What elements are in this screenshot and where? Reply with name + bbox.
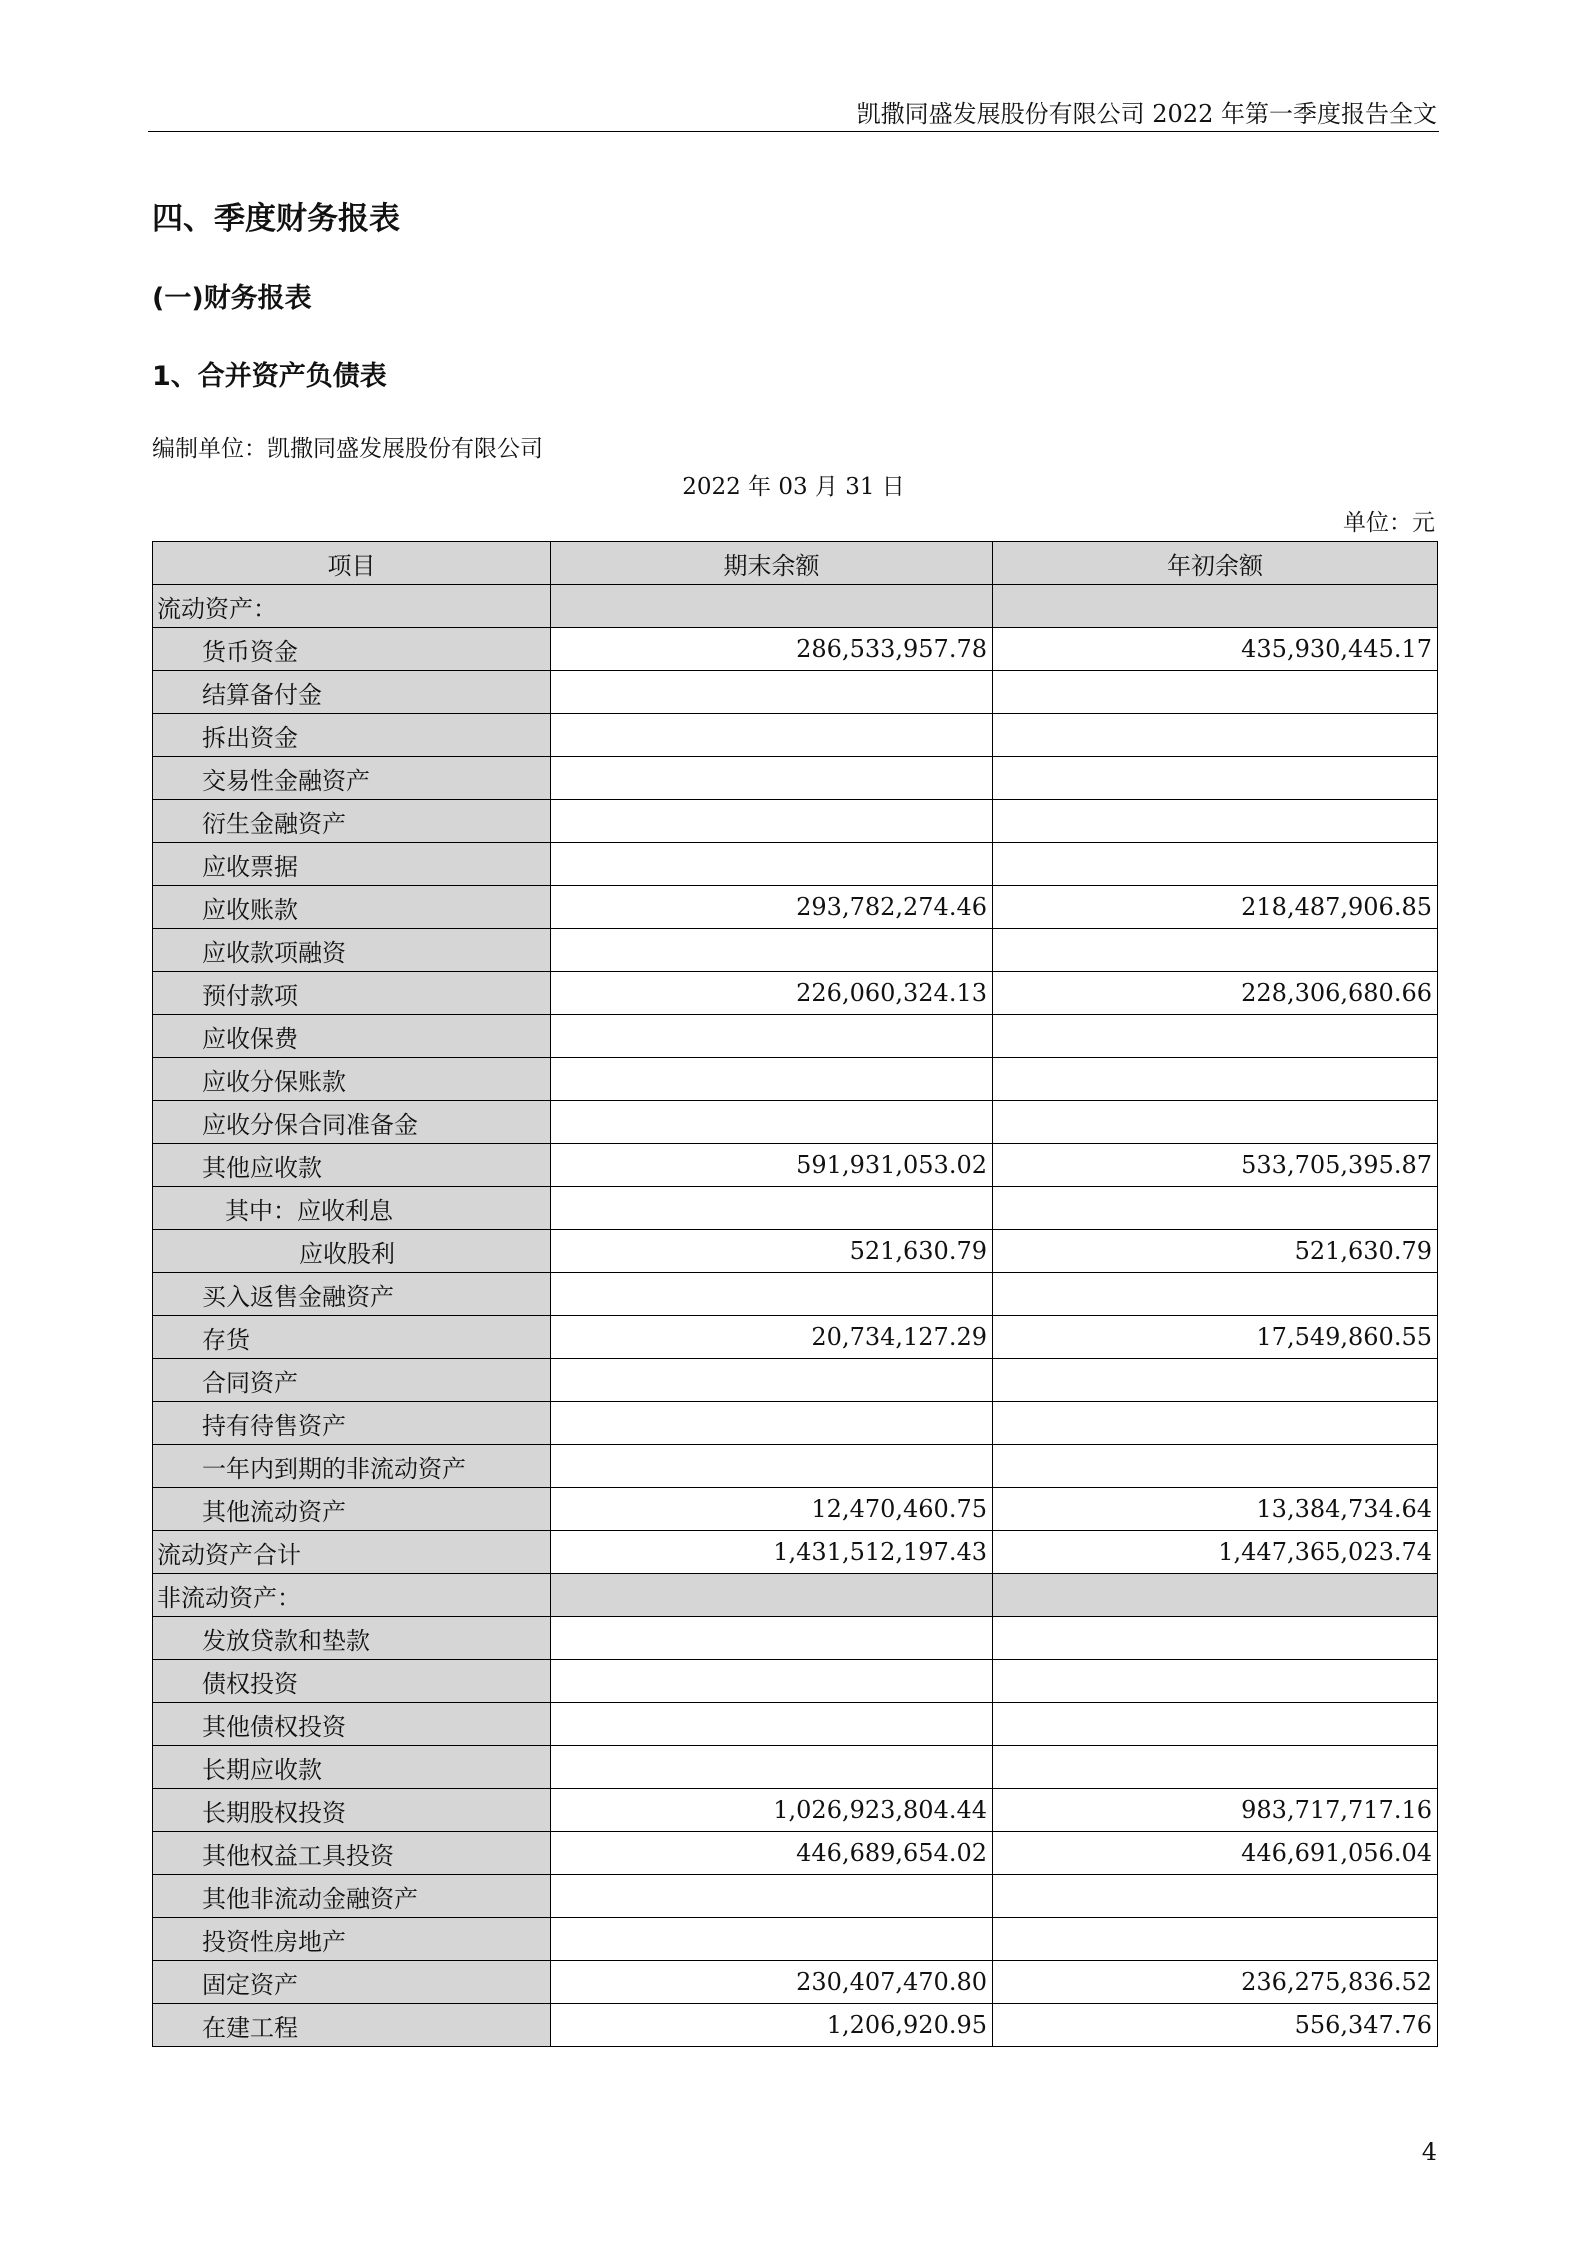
row-begin-balance bbox=[993, 671, 1438, 714]
row-item-label: 在建工程 bbox=[153, 2004, 551, 2047]
table-row bbox=[153, 1746, 1438, 1789]
row-end-balance bbox=[551, 1187, 993, 1230]
row-end-balance: 1,431,512,197.43 bbox=[551, 1531, 993, 1574]
row-begin-balance bbox=[993, 1660, 1438, 1703]
row-item-label: 应收票据 bbox=[153, 843, 551, 886]
row-end-balance: 286,533,957.78 bbox=[551, 628, 993, 671]
row-begin-balance bbox=[993, 1101, 1438, 1144]
row-end-balance bbox=[551, 1015, 993, 1058]
table-row bbox=[153, 1574, 1438, 1617]
table-title: 1、合并资产负债表 bbox=[152, 361, 387, 392]
row-begin-balance: 228,306,680.66 bbox=[993, 972, 1438, 1015]
page-header-title: 凯撒同盛发展股份有限公司 2022 年第一季度报告全文 bbox=[856, 100, 1437, 128]
table-row bbox=[153, 1058, 1438, 1101]
table-row bbox=[153, 1789, 1438, 1832]
table-row bbox=[153, 1617, 1438, 1660]
row-item-label: 存货 bbox=[153, 1316, 551, 1359]
table-row bbox=[153, 2004, 1438, 2047]
row-end-balance bbox=[551, 1746, 993, 1789]
table-row bbox=[153, 1531, 1438, 1574]
row-item-label: 应收股利 bbox=[153, 1230, 551, 1273]
table-row bbox=[153, 929, 1438, 972]
row-end-balance bbox=[551, 1445, 993, 1488]
row-item-label: 其他权益工具投资 bbox=[153, 1832, 551, 1875]
row-end-balance bbox=[551, 843, 993, 886]
table-body bbox=[153, 585, 1438, 2047]
row-item-label: 其他债权投资 bbox=[153, 1703, 551, 1746]
row-begin-balance bbox=[993, 1058, 1438, 1101]
row-item-label: 非流动资产： bbox=[153, 1574, 551, 1617]
row-end-balance: 20,734,127.29 bbox=[551, 1316, 993, 1359]
row-end-balance bbox=[551, 1101, 993, 1144]
page-number: 4 bbox=[1421, 2138, 1437, 2166]
row-end-balance: 226,060,324.13 bbox=[551, 972, 993, 1015]
row-begin-balance: 521,630.79 bbox=[993, 1230, 1438, 1273]
row-item-label: 合同资产 bbox=[153, 1359, 551, 1402]
row-begin-balance: 236,275,836.52 bbox=[993, 1961, 1438, 2004]
table-row bbox=[153, 1445, 1438, 1488]
row-item-label: 持有待售资产 bbox=[153, 1402, 551, 1445]
row-item-label: 应收保费 bbox=[153, 1015, 551, 1058]
table-row bbox=[153, 1703, 1438, 1746]
row-begin-balance bbox=[993, 1746, 1438, 1789]
table-row bbox=[153, 1875, 1438, 1918]
row-begin-balance bbox=[993, 1187, 1438, 1230]
row-end-balance bbox=[551, 1617, 993, 1660]
row-item-label: 拆出资金 bbox=[153, 714, 551, 757]
row-begin-balance: 446,691,056.04 bbox=[993, 1832, 1438, 1875]
row-begin-balance bbox=[993, 1918, 1438, 1961]
row-end-balance: 293,782,274.46 bbox=[551, 886, 993, 929]
row-begin-balance: 435,930,445.17 bbox=[993, 628, 1438, 671]
row-end-balance bbox=[551, 800, 993, 843]
table-row bbox=[153, 1273, 1438, 1316]
table-row bbox=[153, 1316, 1438, 1359]
row-begin-balance bbox=[993, 1445, 1438, 1488]
row-end-balance bbox=[551, 714, 993, 757]
row-begin-balance bbox=[993, 1015, 1438, 1058]
row-end-balance bbox=[551, 757, 993, 800]
table-row bbox=[153, 628, 1438, 671]
row-begin-balance bbox=[993, 714, 1438, 757]
row-item-label: 固定资产 bbox=[153, 1961, 551, 2004]
row-begin-balance bbox=[993, 1574, 1438, 1617]
table-row bbox=[153, 972, 1438, 1015]
row-begin-balance bbox=[993, 929, 1438, 972]
table-row bbox=[153, 800, 1438, 843]
column-header-end-balance: 期末余额 bbox=[551, 542, 993, 585]
row-item-label: 预付款项 bbox=[153, 972, 551, 1015]
row-item-label: 其中：应收利息 bbox=[153, 1187, 551, 1230]
row-end-balance bbox=[551, 1875, 993, 1918]
row-end-balance bbox=[551, 1402, 993, 1445]
row-item-label: 结算备付金 bbox=[153, 671, 551, 714]
header-rule bbox=[148, 131, 1439, 132]
table-row bbox=[153, 1015, 1438, 1058]
row-item-label: 流动资产合计 bbox=[153, 1531, 551, 1574]
table-row bbox=[153, 1230, 1438, 1273]
balance-sheet-table bbox=[152, 541, 1438, 2047]
table-row bbox=[153, 1961, 1438, 2004]
table-row bbox=[153, 714, 1438, 757]
row-item-label: 货币资金 bbox=[153, 628, 551, 671]
row-item-label: 应收款项融资 bbox=[153, 929, 551, 972]
row-begin-balance bbox=[993, 1402, 1438, 1445]
row-item-label: 交易性金融资产 bbox=[153, 757, 551, 800]
row-end-balance bbox=[551, 1574, 993, 1617]
row-end-balance bbox=[551, 1918, 993, 1961]
column-header-begin-balance: 年初余额 bbox=[993, 542, 1438, 585]
table-row bbox=[153, 1660, 1438, 1703]
currency-unit: 单位：元 bbox=[1343, 510, 1435, 536]
row-item-label: 买入返售金融资产 bbox=[153, 1273, 551, 1316]
row-begin-balance bbox=[993, 1617, 1438, 1660]
row-begin-balance bbox=[993, 1875, 1438, 1918]
row-end-balance bbox=[551, 1058, 993, 1101]
row-end-balance bbox=[551, 929, 993, 972]
table-row bbox=[153, 1402, 1438, 1445]
row-end-balance bbox=[551, 1359, 993, 1402]
table-row bbox=[153, 1832, 1438, 1875]
row-begin-balance bbox=[993, 1273, 1438, 1316]
table-row bbox=[153, 1488, 1438, 1531]
row-item-label: 投资性房地产 bbox=[153, 1918, 551, 1961]
row-item-label: 债权投资 bbox=[153, 1660, 551, 1703]
table-row bbox=[153, 1918, 1438, 1961]
row-end-balance bbox=[551, 585, 993, 628]
row-begin-balance: 1,447,365,023.74 bbox=[993, 1531, 1438, 1574]
row-item-label: 长期应收款 bbox=[153, 1746, 551, 1789]
row-begin-balance: 983,717,717.16 bbox=[993, 1789, 1438, 1832]
column-header-item: 项目 bbox=[153, 542, 551, 585]
row-begin-balance bbox=[993, 800, 1438, 843]
row-end-balance: 1,206,920.95 bbox=[551, 2004, 993, 2047]
section-title: 四、季度财务报表 bbox=[152, 201, 400, 237]
row-begin-balance: 556,347.76 bbox=[993, 2004, 1438, 2047]
table-row bbox=[153, 1144, 1438, 1187]
subsection-title: (一)财务报表 bbox=[152, 283, 312, 314]
row-begin-balance bbox=[993, 757, 1438, 800]
row-end-balance: 521,630.79 bbox=[551, 1230, 993, 1273]
compiler-line: 编制单位：凯撒同盛发展股份有限公司 bbox=[152, 436, 543, 462]
row-item-label: 流动资产： bbox=[153, 585, 551, 628]
row-item-label: 应收分保账款 bbox=[153, 1058, 551, 1101]
table-row bbox=[153, 585, 1438, 628]
row-begin-balance bbox=[993, 843, 1438, 886]
row-item-label: 其他应收款 bbox=[153, 1144, 551, 1187]
table-row bbox=[153, 671, 1438, 714]
row-end-balance: 446,689,654.02 bbox=[551, 1832, 993, 1875]
row-item-label: 应收分保合同准备金 bbox=[153, 1101, 551, 1144]
table-header-row bbox=[153, 542, 1438, 585]
row-begin-balance: 533,705,395.87 bbox=[993, 1144, 1438, 1187]
row-item-label: 一年内到期的非流动资产 bbox=[153, 1445, 551, 1488]
table-row bbox=[153, 1359, 1438, 1402]
table-row bbox=[153, 757, 1438, 800]
row-end-balance bbox=[551, 1660, 993, 1703]
row-end-balance: 230,407,470.80 bbox=[551, 1961, 993, 2004]
row-item-label: 应收账款 bbox=[153, 886, 551, 929]
row-item-label: 衍生金融资产 bbox=[153, 800, 551, 843]
table-row bbox=[153, 886, 1438, 929]
row-item-label: 发放贷款和垫款 bbox=[153, 1617, 551, 1660]
row-end-balance bbox=[551, 1273, 993, 1316]
row-begin-balance: 17,549,860.55 bbox=[993, 1316, 1438, 1359]
report-date: 2022 年 03 月 31 日 bbox=[682, 474, 905, 500]
row-item-label: 其他流动资产 bbox=[153, 1488, 551, 1531]
row-end-balance bbox=[551, 1703, 993, 1746]
row-end-balance: 591,931,053.02 bbox=[551, 1144, 993, 1187]
row-begin-balance: 218,487,906.85 bbox=[993, 886, 1438, 929]
row-begin-balance bbox=[993, 1703, 1438, 1746]
row-begin-balance: 13,384,734.64 bbox=[993, 1488, 1438, 1531]
table-row bbox=[153, 1187, 1438, 1230]
row-begin-balance bbox=[993, 1359, 1438, 1402]
table-row bbox=[153, 1101, 1438, 1144]
row-begin-balance bbox=[993, 585, 1438, 628]
row-end-balance: 1,026,923,804.44 bbox=[551, 1789, 993, 1832]
row-end-balance bbox=[551, 671, 993, 714]
row-end-balance: 12,470,460.75 bbox=[551, 1488, 993, 1531]
row-item-label: 其他非流动金融资产 bbox=[153, 1875, 551, 1918]
table-row bbox=[153, 843, 1438, 886]
row-item-label: 长期股权投资 bbox=[153, 1789, 551, 1832]
